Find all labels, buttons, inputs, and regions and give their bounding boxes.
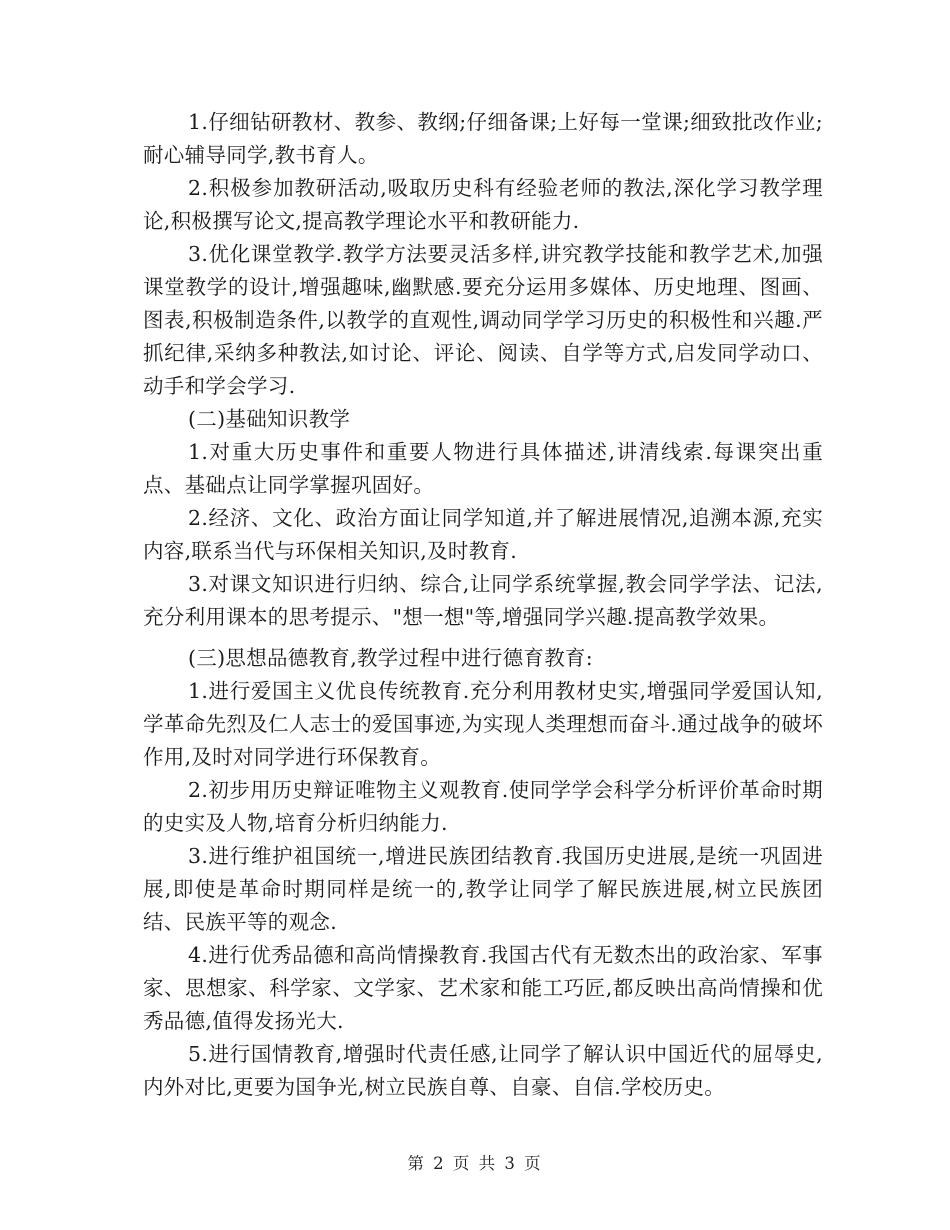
paragraph-8: 2.初步用历史辩证唯物主义观教育.使同学学会科学分析评价革命时期的史实及人物,培育分析归纳能力. bbox=[143, 778, 823, 835]
section-heading-moral-education: (三)思想品德教育,教学过程中进行德育教育: bbox=[188, 646, 594, 670]
document-body bbox=[143, 106, 823, 1104]
paragraph-3: 3.优化课堂教学.教学方法要灵活多样,讲究教学技能和教学艺术,加强课堂教学的设计,增强趣味,幽默感.要充分运用多媒体、历史地理、图画、图表,积极制造条件,以教学的直观性,调动同学学习历史的积极性和兴趣.严抓纪律,采纳多种教法,如讨论、评论、阅读、自学等方式,启发同学动口、动手和学会学习. bbox=[143, 242, 823, 398]
paragraph-7: 1.进行爱国主义优良传统教育.充分利用教材史实,增强同学爱国认知,学革命先烈及仁人志士的爱国事迹,为实现人类理想而奋斗.通过战争的破坏作用,及时对同学进行环保教育。 bbox=[143, 679, 823, 769]
paragraph-1: 1.仔细钻研教材、教参、教纲;仔细备课;上好每一堂课;细致批改作业;耐心辅导同学,教书育人。 bbox=[143, 110, 823, 167]
paragraph-4: 1.对重大历史事件和重要人物进行具体描述,讲清线索.每课突出重点、基础点让同学掌握巩固好。 bbox=[143, 440, 823, 497]
paragraph-10: 4.进行优秀品德和高尚情操教育.我国古代有无数杰出的政治家、军事家、思想家、科学家、文学家、艺术家和能工巧匠,都反映出高尚情操和优秀品德,值得发扬光大. bbox=[143, 943, 823, 1033]
section-heading-basic-knowledge: (二)基础知识教学 bbox=[188, 407, 351, 431]
page-number-footer: 第 2 页 共 3 页 bbox=[407, 1154, 543, 1173]
paragraph-2: 2.积极参加教研活动,吸取历史科有经验老师的教法,深化学习教学理论,积极撰写论文,提高教学理论水平和教研能力. bbox=[143, 176, 823, 233]
paragraph-9: 3.进行维护祖国统一,增进民族团结教育.我国历史进展,是统一巩固进展,即使是革命时期同样是统一的,教学让同学了解民族进展,树立民族团结、民族平等的观念. bbox=[143, 844, 823, 934]
paragraph-5: 2.经济、文化、政治方面让同学知道,并了解进展情况,追溯本源,充实内容,联系当代与环保相关知识,及时教育. bbox=[143, 506, 823, 563]
paragraph-6: 3.对课文知识进行归纳、综合,让同学系统掌握,教会同学学法、记法,充分利用课本的思考提示、"想一想"等,增强同学兴趣.提高教学效果。 bbox=[143, 572, 823, 629]
paragraph-11: 5.进行国情教育,增强时代责任感,让同学了解认识中国近代的屈辱史,内外对比,更要为国争光,树立民族自尊、自豪、自信.学校历史。 bbox=[143, 1042, 823, 1099]
